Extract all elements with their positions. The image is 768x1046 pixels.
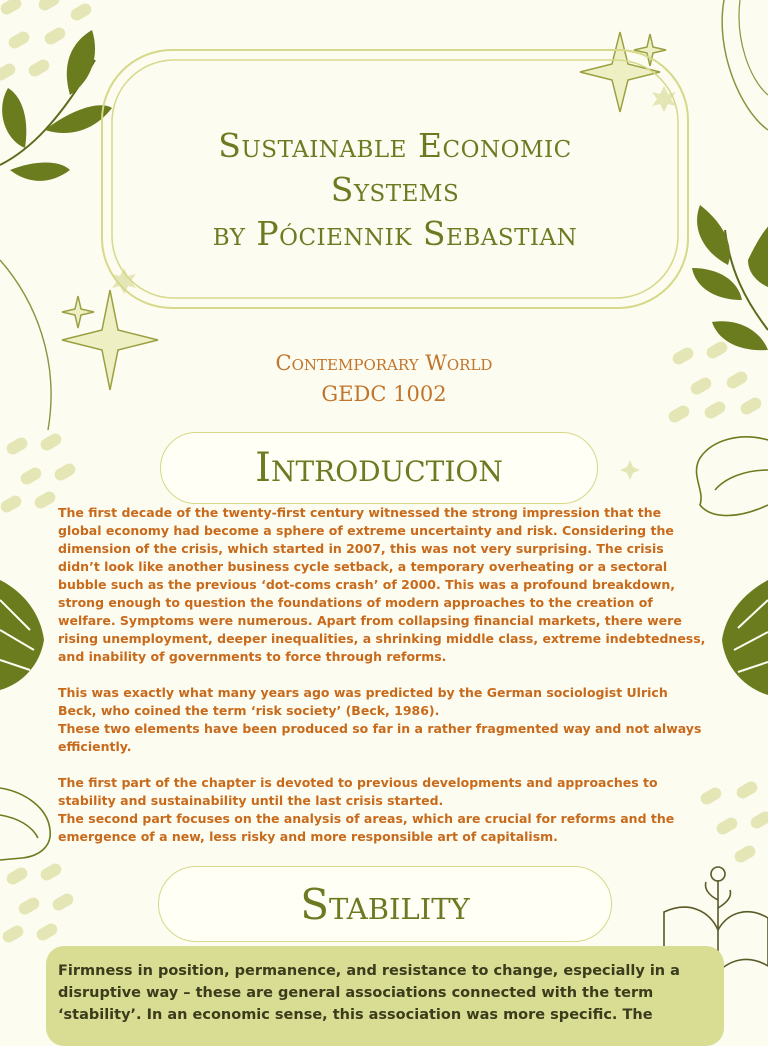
introduction-body [58,504,708,846]
dot-pattern-top-left [0,0,94,83]
dot-pattern-right-lower [698,779,768,864]
stability-heading: Stability [158,866,612,942]
dot-pattern-right-upper [666,339,763,424]
intro-paragraph-4: The first part of the chapter is devoted to previous developments and approaches to stability and sustainability until the last crisis started. [58,775,658,808]
introduction-heading: Introduction [160,432,598,504]
page-title [110,124,680,256]
leaf-branch-icon [0,30,112,181]
intro-paragraph-2: This was exactly what many years ago was predicted by the German sociologist Ulrich Beck, who coined the term ‘risk society’ (Beck, 1986). [58,685,668,718]
curve-line-top-right [722,0,768,130]
course-info [170,348,598,410]
intro-paragraph-3: These two elements have been produced so far in a rather fragmented way and not always efficiently. [58,721,702,754]
title-line-3: by Póciennik Sebastian [212,214,578,253]
intro-paragraph-1: The first decade of the twenty-first century witnessed the strong impression that the global economy had become a sphere of extreme uncertainty and risk. Considering the dimension of the crisis, which started in 2007, this was not very surprising. The crisis didn’t look like another business cycle setback, a temporary overheating or a sectoral bubble such as the previous ‘dot-coms crash’ of 2000. This was a profound breakdown, strong enough to question the foundations of modern approaches to the creation of welfare. Symptoms were numerous. Apart from collapsing financial markets, there were rising unemployment, deeper inequalities, a shrinking middle class, extreme indebtedness, and inability of governments to force through reforms. [58,505,706,664]
fern-leaf-icon [722,580,768,695]
intro-paragraph-5: The second part focuses on the analysis of areas, which are crucial for reforms and the emergence of a new, less risky and more responsible art of capitalism. [58,811,675,844]
course-name: Contemporary World [275,351,493,375]
title-line-1: Sustainable Economic [218,126,572,165]
curve-line-left [0,260,51,430]
title-line-2: Systems [330,170,460,209]
oak-leaf-outline-icon [0,788,50,860]
dot-pattern-left-lower [0,861,75,944]
stability-text: Firmness in position, permanence, and resistance to change, especially in a disruptive way – these are general associations connected with the term ‘stability’. In an economic sense, this association was more specific. The [58,963,680,1023]
fern-leaf-icon [0,580,44,690]
leaf-branch-icon [692,205,768,350]
dot-pattern-left-middle [0,431,78,514]
stability-box [46,946,724,1046]
course-code: GEDC 1002 [321,382,447,406]
